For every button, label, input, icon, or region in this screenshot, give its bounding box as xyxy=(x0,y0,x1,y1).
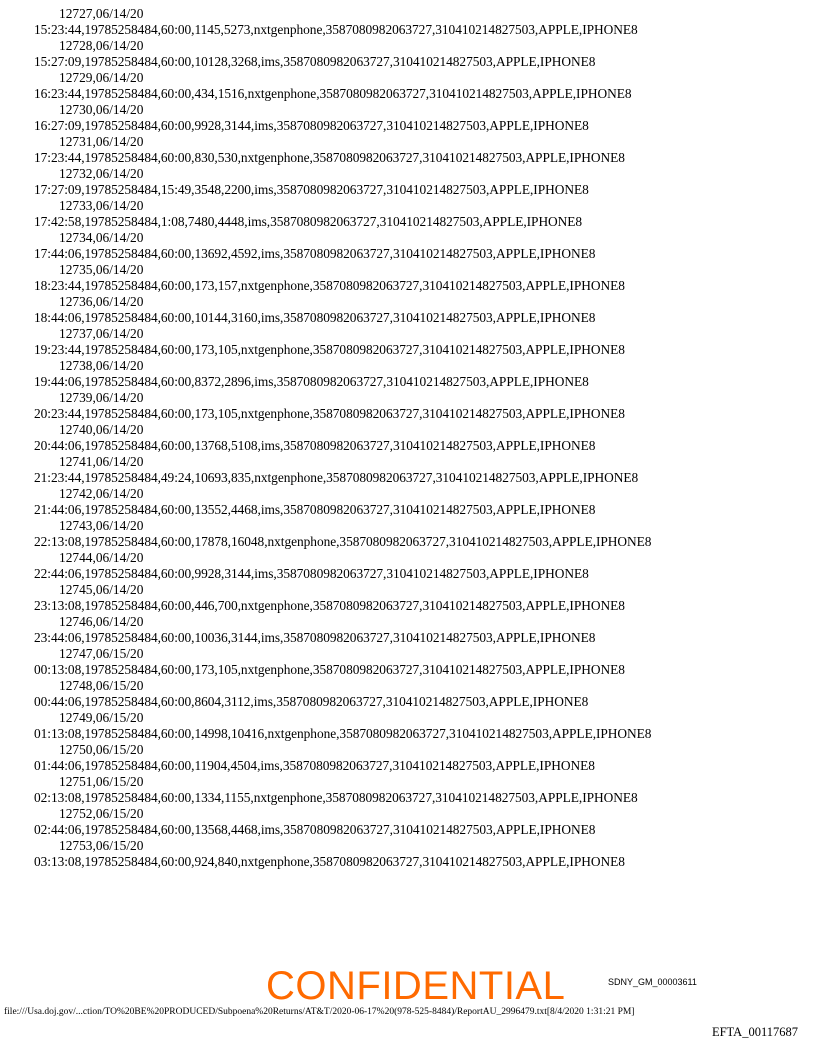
record-data-line: 16:27:09,19785258484,60:00,9928,3144,ims,3587080982063727,310410214827503,APPLE,IPHONE8 xyxy=(34,118,589,133)
record-data-line: 00:44:06,19785258484,60:00,8604,3112,ims,3587080982063727,310410214827503,APPLE,IPHONE8 xyxy=(34,694,589,709)
record-data-line: 20:44:06,19785258484,60:00,13768,5108,ims,3587080982063727,310410214827503,APPLE,IPHONE8 xyxy=(34,438,596,453)
record-id-line: 12741,06/14/20 xyxy=(59,454,144,469)
record-data-line: 23:13:08,19785258484,60:00,446,700,nxtgenphone,3587080982063727,310410214827503,APPLE,IPHONE8 xyxy=(34,598,625,613)
record-data-line: 02:13:08,19785258484,60:00,1334,1155,nxtgenphone,3587080982063727,310410214827503,APPLE,IPHONE8 xyxy=(34,790,638,805)
record-data-line: 01:44:06,19785258484,60:00,11904,4504,ims,3587080982063727,310410214827503,APPLE,IPHONE8 xyxy=(34,758,595,773)
record-id-line: 12728,06/14/20 xyxy=(59,38,144,53)
record-data-line: 22:44:06,19785258484,60:00,9928,3144,ims,3587080982063727,310410214827503,APPLE,IPHONE8 xyxy=(34,566,589,581)
record-data-line: 20:23:44,19785258484,60:00,173,105,nxtgenphone,3587080982063727,310410214827503,APPLE,IPHONE8 xyxy=(34,406,625,421)
bates-number: SDNY_GM_00003611 xyxy=(608,977,697,987)
record-data-line: 18:44:06,19785258484,60:00,10144,3160,ims,3587080982063727,310410214827503,APPLE,IPHONE8 xyxy=(34,310,596,325)
record-id-line: 12745,06/14/20 xyxy=(59,582,144,597)
call-record-list xyxy=(34,6,814,870)
record-id-line: 12753,06/15/20 xyxy=(59,838,144,853)
record-data-line: 22:13:08,19785258484,60:00,17878,16048,nxtgenphone,3587080982063727,310410214827503,APPLE,IPHONE8 xyxy=(34,534,652,549)
record-data-line: 00:13:08,19785258484,60:00,173,105,nxtgenphone,3587080982063727,310410214827503,APPLE,IPHONE8 xyxy=(34,662,625,677)
record-id-line: 12733,06/14/20 xyxy=(59,198,144,213)
record-data-line: 02:44:06,19785258484,60:00,13568,4468,ims,3587080982063727,310410214827503,APPLE,IPHONE8 xyxy=(34,822,596,837)
record-data-line: 03:13:08,19785258484,60:00,924,840,nxtgenphone,3587080982063727,310410214827503,APPLE,IPHONE8 xyxy=(34,854,625,869)
record-id-line: 12739,06/14/20 xyxy=(59,390,144,405)
record-id-line: 12751,06/15/20 xyxy=(59,774,144,789)
record-id-line: 12740,06/14/20 xyxy=(59,422,144,437)
record-data-line: 21:44:06,19785258484,60:00,13552,4468,ims,3587080982063727,310410214827503,APPLE,IPHONE8 xyxy=(34,502,596,517)
record-id-line: 12732,06/14/20 xyxy=(59,166,144,181)
record-data-line: 18:23:44,19785258484,60:00,173,157,nxtgenphone,3587080982063727,310410214827503,APPLE,IPHONE8 xyxy=(34,278,625,293)
file-path-footer: file:///Usa.doj.gov/...ction/TO%20BE%20PRODUCED/Subpoena%20Returns/AT&T/2020-06-17%20(978-525-8484)/ReportAU_2996479.txt[8/4/2020 1:31:21 PM] xyxy=(4,1007,635,1017)
record-id-line: 12748,06/15/20 xyxy=(59,678,144,693)
record-data-line: 17:44:06,19785258484,60:00,13692,4592,ims,3587080982063727,310410214827503,APPLE,IPHONE8 xyxy=(34,246,596,261)
record-data-line: 15:27:09,19785258484,60:00,10128,3268,ims,3587080982063727,310410214827503,APPLE,IPHONE8 xyxy=(34,54,596,69)
record-id-line: 12738,06/14/20 xyxy=(59,358,144,373)
record-id-line: 12744,06/14/20 xyxy=(59,550,144,565)
record-id-line: 12731,06/14/20 xyxy=(59,134,144,149)
record-id-line: 12747,06/15/20 xyxy=(59,646,144,661)
efta-number: EFTA_00117687 xyxy=(711,1025,798,1039)
record-id-line: 12742,06/14/20 xyxy=(59,486,144,501)
record-data-line: 01:13:08,19785258484,60:00,14998,10416,nxtgenphone,3587080982063727,310410214827503,APPLE,IPHONE8 xyxy=(34,726,652,741)
record-id-line: 12746,06/14/20 xyxy=(59,614,144,629)
record-data-line: 17:27:09,19785258484,15:49,3548,2200,ims,3587080982063727,310410214827503,APPLE,IPHONE8 xyxy=(34,182,589,197)
record-id-line: 12734,06/14/20 xyxy=(59,230,144,245)
confidential-stamp: CONFIDENTIAL xyxy=(266,964,566,1008)
record-id-line: 12750,06/15/20 xyxy=(59,742,144,757)
record-id-line: 12749,06/15/20 xyxy=(59,710,144,725)
record-id-line: 12735,06/14/20 xyxy=(59,262,144,277)
record-id-line: 12736,06/14/20 xyxy=(59,294,144,309)
record-data-line: 19:44:06,19785258484,60:00,8372,2896,ims,3587080982063727,310410214827503,APPLE,IPHONE8 xyxy=(34,374,589,389)
record-id-line: 12730,06/14/20 xyxy=(59,102,144,117)
record-id-line: 12737,06/14/20 xyxy=(59,326,144,341)
record-data-line: 17:23:44,19785258484,60:00,830,530,nxtgenphone,3587080982063727,310410214827503,APPLE,IPHONE8 xyxy=(34,150,625,165)
record-id-line: 12752,06/15/20 xyxy=(59,806,144,821)
record-data-line: 23:44:06,19785258484,60:00,10036,3144,ims,3587080982063727,310410214827503,APPLE,IPHONE8 xyxy=(34,630,596,645)
record-id-line: 12743,06/14/20 xyxy=(59,518,144,533)
record-id-line: 12727,06/14/20 xyxy=(59,6,144,21)
record-data-line: 16:23:44,19785258484,60:00,434,1516,nxtgenphone,3587080982063727,310410214827503,APPLE,IPHONE8 xyxy=(34,86,632,101)
record-data-line: 17:42:58,19785258484,1:08,7480,4448,ims,3587080982063727,310410214827503,APPLE,IPHONE8 xyxy=(34,214,583,229)
record-id-line: 12729,06/14/20 xyxy=(59,70,144,85)
record-data-line: 15:23:44,19785258484,60:00,1145,5273,nxtgenphone,3587080982063727,310410214827503,APPLE,IPHONE8 xyxy=(34,22,638,37)
record-data-line: 21:23:44,19785258484,49:24,10693,835,nxtgenphone,3587080982063727,310410214827503,APPLE,IPHONE8 xyxy=(34,470,639,485)
record-data-line: 19:23:44,19785258484,60:00,173,105,nxtgenphone,3587080982063727,310410214827503,APPLE,IPHONE8 xyxy=(34,342,625,357)
